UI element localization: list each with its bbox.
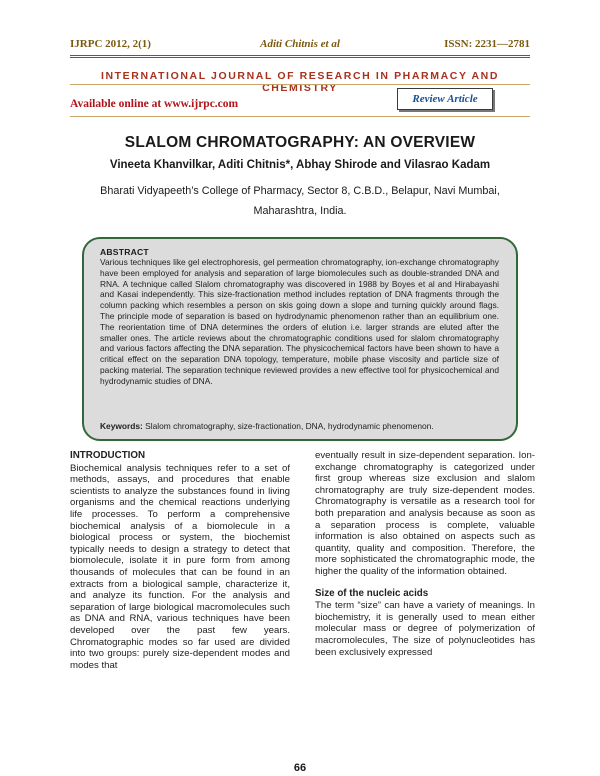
body-column-left [70, 450, 290, 671]
journal-citation: IJRPC 2012, 2(1) [70, 38, 151, 50]
article-title: SLALOM CHROMATOGRAPHY: AN OVERVIEW [124, 134, 476, 151]
available-online-link[interactable]: Available online at www.ijrpc.com [70, 98, 239, 110]
page-number: 66 [293, 762, 307, 774]
introduction-paragraph: Biochemical analysis techniques refer to a set of methods, assays, and procedures that enable scientists to analyze the substances found in living organisms and the chemical reactions underlying life processes. To perform a comprehensive biochemical analysis of a biomolecule in a biological process or system, the biochemist typically needs to design a strategy to detect that biomolecule, isolate it in pure form from among thousands of molecules that can be found in an extracts from a biological sample, characterize it, and analyze its function. For the analysis and separation of large biological macromolecules such as DNA and RNA, various techniques have been developed over the past few years. Chromatographic modes so far used are divided into two groups: purely size-dependent modes and modes that [70, 462, 290, 671]
abstract-box [82, 237, 518, 441]
keywords-label: Keywords: [100, 421, 143, 431]
journal-divider [70, 84, 530, 85]
introduction-heading: INTRODUCTION [70, 450, 146, 461]
keywords [100, 421, 434, 431]
issn: ISSN: 2231—2781 [444, 38, 530, 50]
size-section-paragraph: The term “size” can have a variety of meanings. In biochemistry, it is generally used to mean either molecular mass or degree of polymerization of macromolecules, The size of polynucleotides has been exclusively expressed [315, 600, 535, 658]
abstract-text: Various techniques like gel electrophoresis, gel permeation chromatography, ion-exchange chromatography have been employed for analysis and separation of large biomolecules such as double-stranded DNA and RNA. A technique called Slalom chromatography was discovered in 1988 by Boyes et al and Hirabayashi and Kasai independently. This size-fractionation method includes reptation of DNA fragments through the column packing which resembles a person on skis going down a slope and turning quickly around flags. The principle mode of separation is based on hydrodynamic phenomenon rather than an equilibrium one. The reorientation time of DNA determines the orders of elution i.e. larger strands are eluted after the smaller ones. The article reviews about the chromatographic conditions used for slalom chromatography and various factors affecting the DNA separation. The physicochemical factors have been shown to have a critical effect on the separation DNA topology, temperature, mobile phase viscosity and particle size of packing material. The separation technique reviewed provides a new effective tool for physicochemical and hydrodynamic studies of DNA. [100, 257, 499, 386]
keywords-list: Slalom chromatography, size-fractionation, DNA, hydrodynamic phenomenon. [145, 421, 434, 431]
availability-divider [70, 116, 530, 117]
body-column-right [315, 450, 535, 658]
journal-name: INTERNATIONAL JOURNAL OF RESEARCH IN PHARMACY AND CHEMISTRY [100, 70, 500, 94]
author-affiliation: Bharati Vidyapeeth’s College of Pharmacy, Sector 8, C.B.D., Belapur, Navi Mumbai, Maharashtra, India. [100, 185, 500, 217]
article-authors: Vineeta Khanvilkar, Aditi Chitnis*, Abhay Shirode and Vilasrao Kadam [109, 159, 491, 171]
header-divider [70, 55, 530, 58]
introduction-paragraph-continued: eventually result in size-dependent separation. Ion-exchange chromatography is categorized under first group whereas size exclusion and slalom chromatography are truly size-dependent modes. Chromatography is versatile as a research tool for both preparation and analysis because as soon as a separation process is complete, valuable information is also obtained on aspects such as quantity, quality and composition. Therefore, the more sophisticated the chromatographic mode, the higher the quality of the information obtained. [315, 450, 535, 577]
running-header [70, 38, 530, 52]
abstract-heading: ABSTRACT [100, 247, 149, 257]
size-section-heading: Size of the nucleic acids [315, 587, 429, 599]
running-author: Aditi Chitnis et al [260, 38, 340, 50]
article-type-badge: Review Article [397, 88, 493, 110]
